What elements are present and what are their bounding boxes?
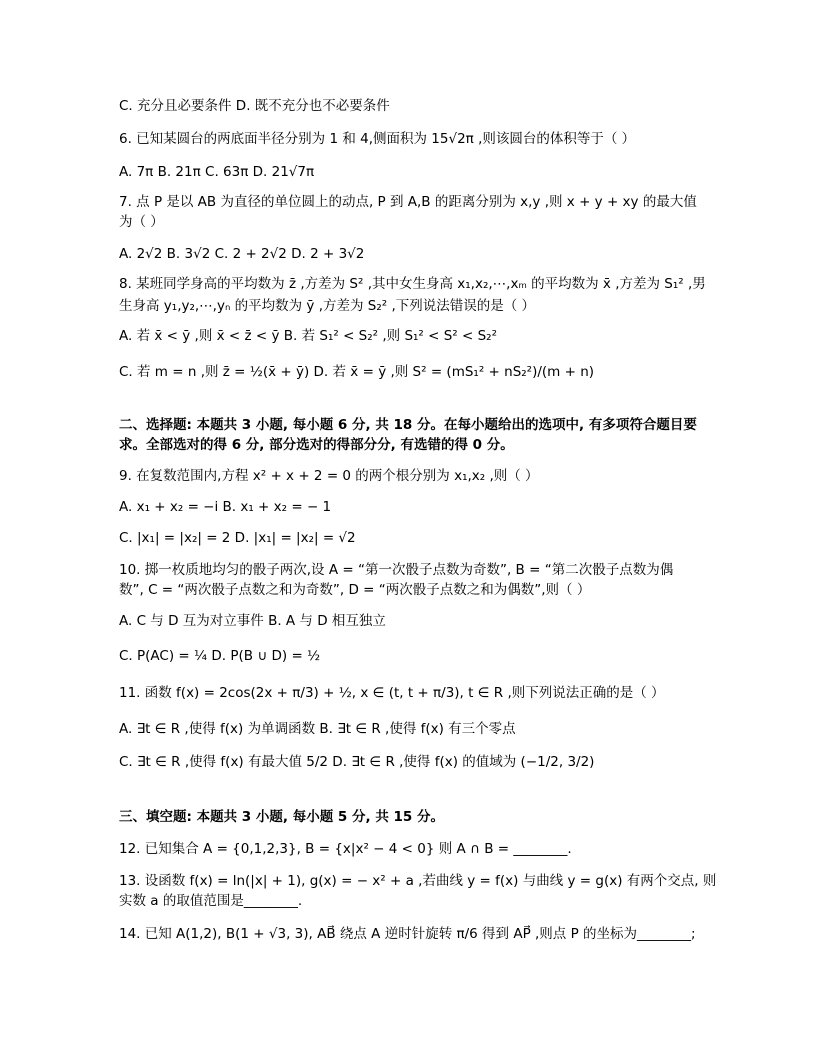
- q6-stem: 6. 已知某圆台的两底面半径分别为 1 和 4,侧面积为 15√2π ,则该圆台的体积等于（ ）: [119, 131, 636, 147]
- q7-stem-line2: 为（ ）: [119, 214, 164, 230]
- q8-stem-line1: 8. 某班同学身高的平均数为 z̄ ,方差为 S² ,其中女生身高 x₁,x₂,⋯,xₘ 的平均数为 x̄ ,方差为 S₁² ,男: [119, 276, 706, 292]
- q11-options-cd: C. ∃t ∈ R ,使得 f(x) 有最大值 5/2 D. ∃t ∈ R ,使得 f(x) 的值域为 (−1/2, 3/2): [119, 754, 595, 770]
- q13-stem-line1: 13. 设函数 f(x) = ln(|x| + 1), g(x) = − x² + a ,若曲线 y = f(x) 与曲线 y = g(x) 有两个交点, 则: [119, 873, 717, 889]
- q13-stem-line2: 实数 a 的取值范围是________.: [119, 893, 303, 909]
- q8-options-ab: A. 若 x̄ < ȳ ,则 x̄ < z̄ < ȳ B. 若 S₁² < S₂² ,则 S₁² < S² < S₂²: [119, 328, 498, 344]
- q10-options-ab: A. C 与 D 互为对立事件 B. A 与 D 相互独立: [119, 613, 386, 629]
- q11-stem: 11. 函数 f(x) = 2cos(2x + π/3) + ½, x ∈ (t, t + π/3), t ∈ R ,则下列说法正确的是（ ）: [119, 685, 665, 701]
- q7-options: A. 2√2 B. 3√2 C. 2 + 2√2 D. 2 + 3√2: [119, 246, 365, 262]
- q10-options-cd: C. P(AC) = ¼ D. P(B ∪ D) = ½: [119, 648, 321, 664]
- section2-heading-line1: 二、选择题: 本题共 3 小题, 每小题 6 分, 共 18 分。在每小题给出的选项中, 有多项符合题目要: [119, 417, 697, 433]
- q12-stem: 12. 已知集合 A = {0,1,2,3}, B = {x|x² − 4 < 0} 则 A ∩ B = ________.: [119, 841, 572, 857]
- section2-heading-line2: 求。全部选对的得 6 分, 部分选对的得部分分, 有选错的得 0 分。: [119, 437, 514, 453]
- q9-options-cd: C. |x₁| = |x₂| = 2 D. |x₁| = |x₂| = √2: [119, 530, 356, 546]
- q10-stem-line2: 数”, C = “两次骰子点数之和为奇数”, D = “两次骰子点数之和为偶数”,则（ ）: [119, 582, 591, 598]
- q8-options-cd: C. 若 m = n ,则 z̄ = ½(x̄ + ȳ) D. 若 x̄ = ȳ ,则 S² = (mS₁² + nS₂²)/(m + n): [119, 364, 595, 380]
- q11-options-ab: A. ∃t ∈ R ,使得 f(x) 为单调函数 B. ∃t ∈ R ,使得 f(x) 有三个零点: [119, 721, 516, 737]
- q8-stem-line2: 生身高 y₁,y₂,⋯,yₙ 的平均数为 ȳ ,方差为 S₂² ,下列说法错误的是（ ）: [119, 298, 536, 314]
- q5-options-cd: C. 充分且必要条件 D. 既不充分也不必要条件: [119, 98, 390, 114]
- section3-heading: 三、填空题: 本题共 3 小题, 每小题 5 分, 共 15 分。: [119, 809, 445, 825]
- q14-stem: 14. 已知 A(1,2), B(1 + √3, 3), AB⃗ 绕点 A 逆时针旋转 π/6 得到 AP⃗ ,则点 P 的坐标为________;: [119, 926, 696, 942]
- q6-options: A. 7π B. 21π C. 63π D. 21√7π: [119, 164, 315, 180]
- q10-stem-line1: 10. 掷一枚质地均匀的骰子两次,设 A = “第一次骰子点数为奇数”, B = “第二次骰子点数为偶: [119, 562, 674, 578]
- q9-options-ab: A. x₁ + x₂ = −i B. x₁ + x₂ = − 1: [119, 499, 332, 515]
- q9-stem: 9. 在复数范围内,方程 x² + x + 2 = 0 的两个根分别为 x₁,x₂ ,则（ ）: [119, 468, 539, 484]
- q7-stem-line1: 7. 点 P 是以 AB 为直径的单位圆上的动点, P 到 A,B 的距离分别为 x,y ,则 x + y + xy 的最大值: [119, 194, 697, 210]
